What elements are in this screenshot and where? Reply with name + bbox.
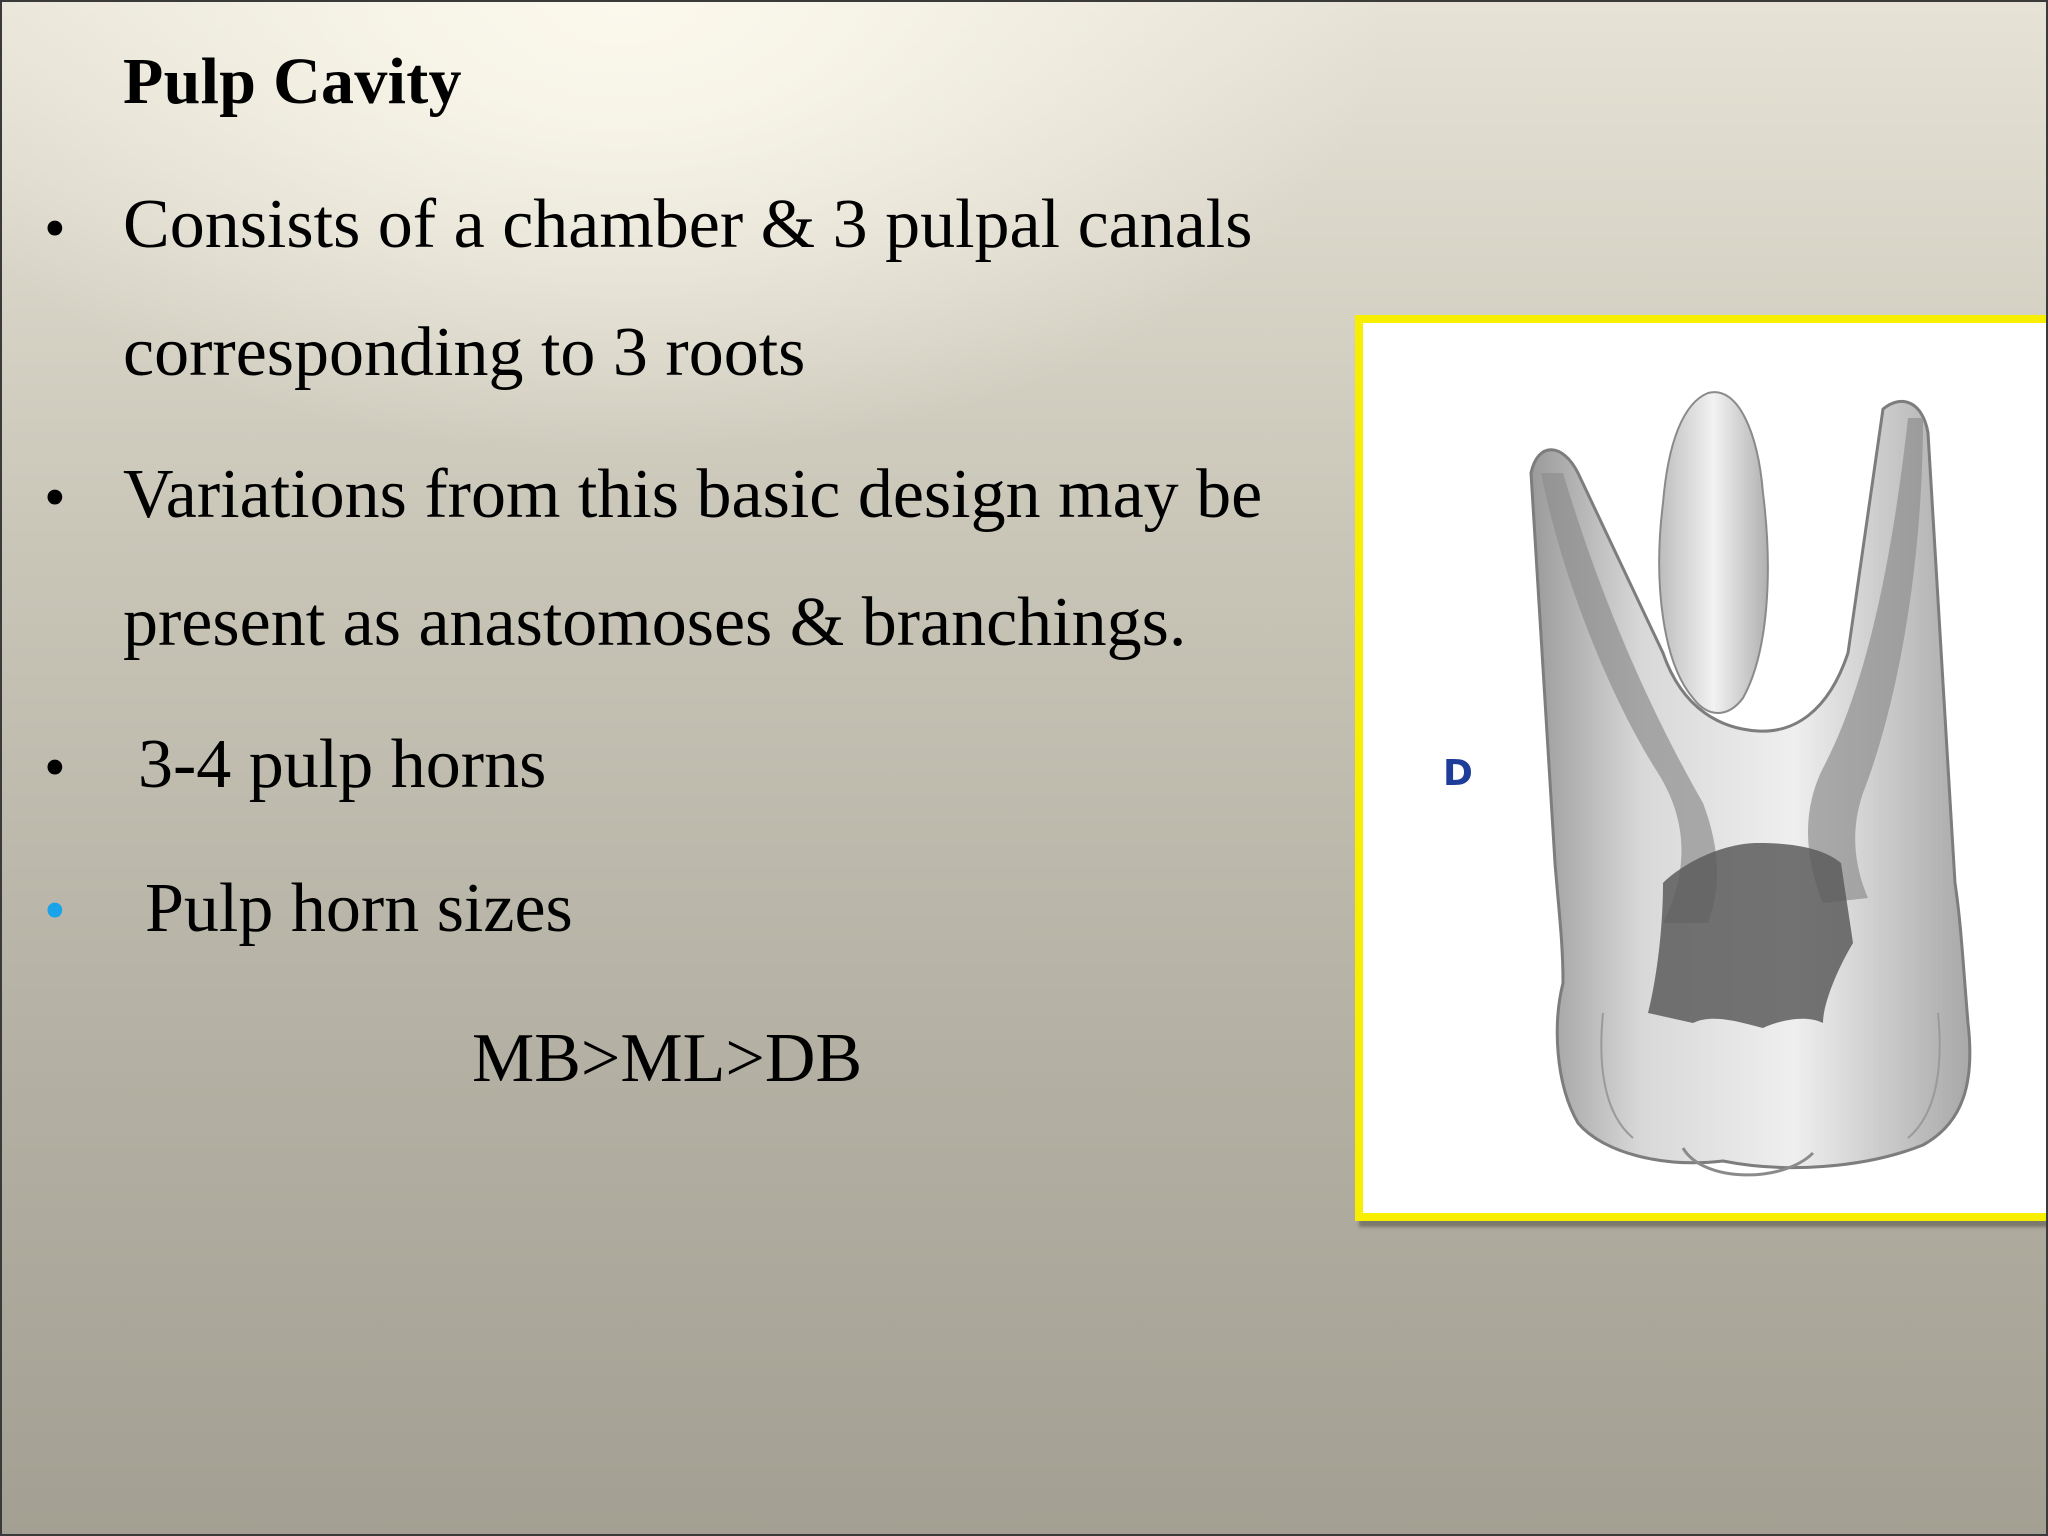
slide-title: Pulp Cavity [123,45,462,118]
bullet-2-line-1: Variations from this basic design may be [123,456,1263,533]
bullet-4-line-1: Pulp horn sizes [145,870,573,947]
bullet-icon: • [44,734,66,802]
bullet-icon: • [44,877,66,945]
pulp-horn-size-order: MB>ML>DB [472,1020,863,1097]
bullet-icon: • [44,464,66,532]
figure-label-distal: D [1443,753,1473,794]
bullet-2-line-2: present as anastomoses & branchings. [123,584,1187,661]
bullet-icon: • [44,195,66,263]
bullet-1-line-2: corresponding to 3 roots [123,314,806,391]
tooth-cross-section-icon [1363,323,2048,1213]
bullet-3-line-1: 3-4 pulp horns [138,726,547,803]
tooth-figure-frame [1355,315,2048,1221]
bullet-1-line-1: Consists of a chamber & 3 pulpal canals [123,186,1253,263]
